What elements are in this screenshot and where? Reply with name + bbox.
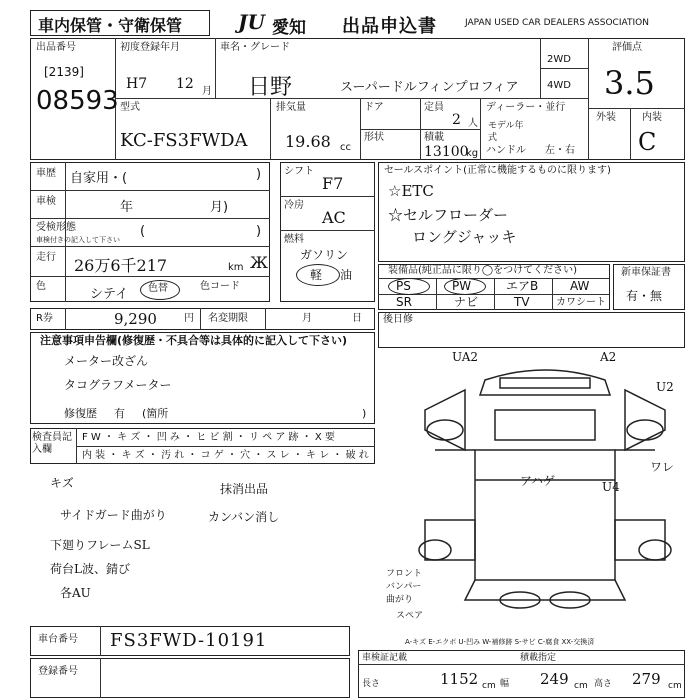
color-code-label: 色コード: [200, 281, 240, 292]
equip-pw: PW: [452, 279, 472, 293]
recycle-unit: 円: [184, 313, 194, 324]
door-label: ドア: [364, 102, 384, 113]
inspector-note-4: 荷台L波、錆び: [50, 562, 130, 576]
notes-line-1: メーター改ざん: [64, 354, 149, 368]
drive-2wd: 2WD: [547, 54, 571, 65]
height-label: 高さ: [594, 679, 613, 689]
load-unit: kg: [466, 148, 479, 159]
new-warranty-label: 新車保証書: [621, 267, 671, 278]
mark-ua2: UA2: [452, 350, 479, 364]
inspector-label: 検査員記入欄: [32, 432, 72, 455]
repair-label: 修復歴: [64, 407, 97, 420]
length-label: 長さ: [362, 679, 381, 689]
width-value: 249: [540, 670, 569, 688]
storage-title: 車内保管・守衛保管: [38, 16, 183, 35]
mark-u2: U2: [656, 380, 674, 394]
displacement-label: 排気量: [276, 102, 306, 113]
sales-line-1: ☆ETC: [388, 182, 434, 200]
length-unit: cm: [482, 681, 496, 691]
receive-label: 受検形態: [36, 222, 76, 233]
color-swap-label: 色替: [148, 283, 168, 294]
first-registration-month: 12: [176, 76, 194, 92]
exterior-grade: C: [638, 128, 657, 156]
model-year-label: モデル年式: [488, 121, 524, 143]
width-unit: cm: [574, 681, 588, 691]
dealer-label: ディーラー・並行: [486, 102, 566, 113]
displacement-unit: cc: [340, 142, 351, 153]
car-name-label: 車名・グレード: [220, 42, 290, 53]
after-repair-block: [378, 312, 685, 348]
mark-front-bumper: フロントバンパー曲がり: [386, 569, 423, 605]
shift-value: F7: [322, 174, 344, 193]
height-unit: cm: [668, 681, 682, 691]
car-make: 日野: [248, 75, 293, 100]
sales-line-2: ☆セルフローダー: [388, 206, 509, 224]
mileage-label: 走行: [36, 252, 56, 263]
name-change-label: 名変期限: [208, 313, 248, 324]
sales-line-3: ロングジャッキ: [412, 228, 517, 246]
recycle-label: R券: [36, 313, 53, 324]
equip-navi: ナビ: [454, 295, 479, 309]
document-title: 出品申込書: [342, 16, 437, 37]
height-value: 279: [632, 670, 661, 688]
notes-line-2: タコグラフメーター: [64, 378, 172, 392]
width-label: 幅: [500, 679, 510, 689]
equip-pw-circle: [444, 278, 486, 295]
length-value: 1152: [440, 670, 479, 688]
model-label: 型式: [120, 102, 140, 113]
inspector-note-2: サイドガード曲がり: [60, 508, 167, 522]
color-value: シテイ: [90, 287, 129, 302]
model-value: KC-FS3FWDA: [120, 130, 248, 151]
lot-number: 08593: [36, 86, 119, 116]
color-label: 色: [36, 281, 46, 292]
brand-name: 愛知: [272, 18, 306, 38]
fuel-label: 燃料: [284, 234, 304, 245]
mark-a2: A2: [600, 350, 617, 364]
history-close: ): [256, 167, 262, 182]
mark-u4: U4: [602, 480, 620, 494]
grade-value: 3.5: [604, 64, 655, 102]
ju-logo: JU: [238, 10, 265, 34]
lot-label: 出品番号: [36, 42, 76, 53]
grade-label: 評価点: [612, 42, 642, 53]
receive-close: ): [256, 224, 262, 239]
after-repair-label: 後日修: [383, 314, 413, 325]
inspector-row-1: F W ・ キ ズ ・ 凹 み ・ ヒ ビ 割 ・ リ ペ ア 跡 ・ X 要: [82, 432, 335, 443]
ac-value: AC: [322, 208, 346, 227]
repair-close: ): [362, 407, 367, 420]
equipment-label: 装備品(純正品に限り◯をつけてください): [388, 265, 577, 276]
lot-sub: [2139]: [44, 65, 84, 79]
ac-label: 冷房: [284, 200, 304, 211]
shift-label: シフト: [284, 166, 314, 177]
damage-legend: A-キズ E-エクボ U-凹み W-補修跡 S-サビ C-腐食 XX-交換済: [405, 638, 595, 646]
new-warranty-options: 有・無: [626, 289, 663, 303]
exterior-label: 外装: [596, 112, 616, 123]
fuel-oil: 油: [340, 268, 353, 282]
handle-label: ハンドル: [486, 145, 526, 156]
dims-label-a: 車検証記載: [362, 653, 408, 663]
fuel-value: ガソリン: [300, 248, 349, 262]
repair-location: (箇所: [142, 407, 169, 420]
inspector-note-right-2: カンバン消し: [208, 510, 280, 524]
registration-block: [30, 658, 350, 698]
inspector-note-3: 下廻りフレームSL: [50, 538, 150, 552]
displacement-value: 19.68: [285, 132, 331, 151]
capacity-value: 2: [452, 112, 461, 128]
capacity-unit: 人: [468, 118, 478, 129]
equip-sr: SR: [396, 295, 412, 309]
equip-airbag: エアB: [506, 279, 539, 293]
equip-seat: カワシート: [556, 297, 606, 308]
sales-points-label: セールスポイント(正常に機能するものに限ります): [384, 165, 611, 176]
inspector-note-5: 各AU: [60, 586, 91, 600]
car-grade: スーパードルフィンプロフィア: [340, 80, 519, 95]
first-registration-label: 初度登録年月: [120, 42, 180, 53]
association-name: JAPAN USED CAR DEALERS ASSOCIATION: [465, 18, 649, 28]
inspection-month: 月): [210, 200, 229, 215]
chassis-value: FS3FWD-10191: [110, 630, 268, 651]
name-change-day: 日: [352, 313, 362, 324]
mileage-mark: Ж: [250, 253, 268, 272]
name-change-month: 月: [302, 313, 312, 324]
chassis-label: 車台番号: [38, 634, 78, 645]
mark-ahage: アハゲ: [520, 474, 556, 488]
month-unit: 月: [202, 86, 212, 97]
drive-4wd: 4WD: [547, 80, 571, 91]
notes-label: 注意事項申告欄(修復歴・不具合等は具体的に記入して下さい): [40, 334, 348, 347]
mileage-value: 26万6千217: [74, 256, 168, 275]
inspector-note-1: キズ: [50, 476, 74, 490]
capacity-label: 定員: [424, 102, 444, 113]
equip-ps-circle: [388, 278, 430, 295]
handle-options: 左・右: [545, 145, 575, 156]
equip-tv: TV: [514, 295, 530, 309]
mileage-unit: km: [228, 262, 244, 273]
recycle-block: [30, 308, 375, 330]
receive-paren: (: [140, 224, 146, 239]
first-registration-era: H7: [126, 76, 148, 92]
shape-label: 形状: [364, 132, 384, 143]
history-value: 自家用・(: [70, 171, 128, 186]
repair-value: 有: [114, 407, 125, 420]
inspection-year: 年: [120, 200, 134, 215]
spare-label: スペア: [396, 611, 424, 621]
receive-note: 車検付きの記入して下さい: [36, 236, 120, 244]
dims-label-b: 積載指定: [520, 653, 557, 663]
inspection-label: 車検: [36, 196, 56, 207]
equip-ps: PS: [396, 279, 411, 293]
recycle-value: 9,290: [114, 310, 157, 328]
registration-label: 登録番号: [38, 666, 78, 677]
load-value: 13100: [424, 144, 469, 160]
inspector-note-right-1: 抹消出品: [220, 482, 269, 496]
inspector-row-2: 内 装 ・ キ ズ ・ 汚 れ ・ コ ゲ ・ 穴 ・ ス レ ・ キ レ ・ 破 れ: [82, 450, 369, 461]
mark-wre: ワレ: [650, 460, 675, 474]
fuel-selected: 軽: [310, 268, 323, 282]
history-label: 車歴: [36, 168, 56, 179]
interior-label: 内装: [642, 112, 662, 123]
load-label: 積載: [424, 132, 444, 143]
equip-aw: AW: [570, 279, 590, 293]
